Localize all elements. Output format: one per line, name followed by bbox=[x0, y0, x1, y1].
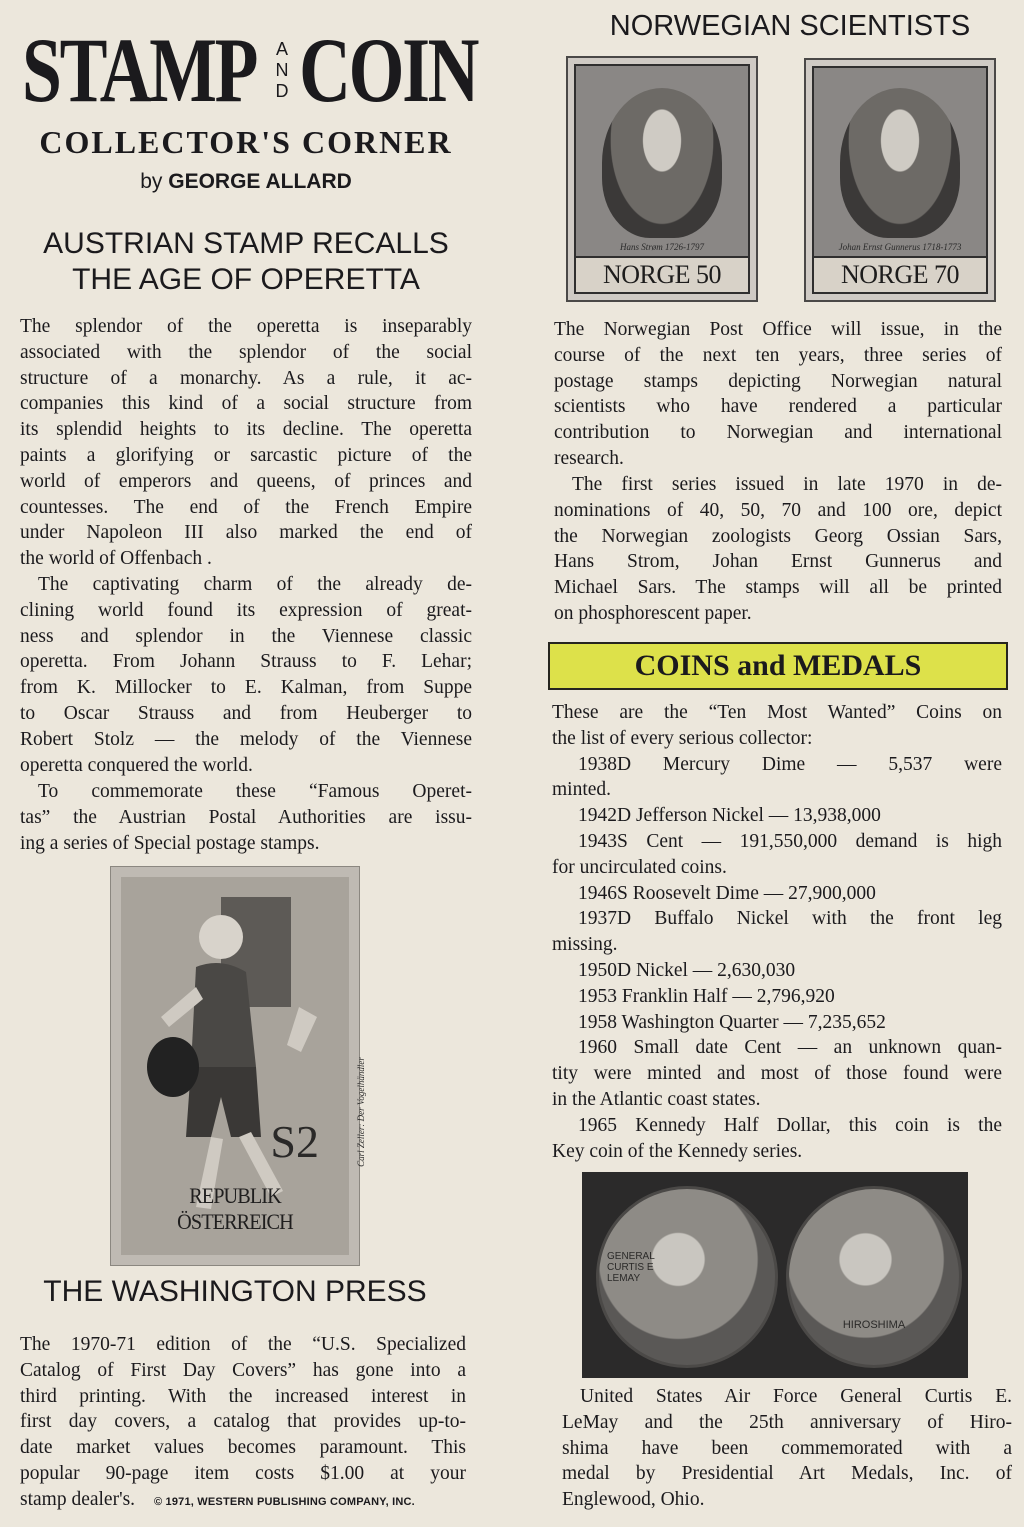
austrian-paragraph-3 bbox=[20, 779, 472, 856]
austrian-paragraph-2 bbox=[20, 572, 472, 778]
masthead-word-stamp: STAMP bbox=[22, 19, 257, 121]
coin-list-line: 1958 Washington Quarter — 7,235,652 bbox=[578, 1011, 886, 1033]
text-line: third printing. With the increased interest in bbox=[20, 1385, 466, 1407]
text-line: from K. Millocker to E. Kalman, from Suppe bbox=[20, 677, 472, 699]
austrian-stamp-image bbox=[110, 866, 366, 1266]
text-line: the world of Offenbach . bbox=[20, 548, 212, 570]
stamp-engraved-caption: Carl Zeller: Der Vogelhändler bbox=[355, 1057, 366, 1167]
coin-list-line: 1960 Small date Cent — an unknown quan- bbox=[578, 1037, 1002, 1059]
text-line: date market values becomes paramount. This bbox=[20, 1437, 466, 1459]
stamp-country-name: REPUBLIK ÖSTERREICH bbox=[177, 1183, 293, 1234]
medal-inscription: HIROSHIMA bbox=[842, 1319, 906, 1331]
text-line: These are the “Ten Most Wanted” Coins on bbox=[552, 702, 1002, 723]
text-line: LeMay and the 25th anniversary of Hiro- bbox=[562, 1411, 1012, 1433]
text-line: The Norwegian Post Office will issue, in the bbox=[554, 319, 1002, 340]
text-line: the list of every serious collector: bbox=[552, 727, 813, 749]
text-line: its splendid heights to its decline. The operetta bbox=[20, 419, 472, 441]
stamp-engraved-caption: Hans Strøm 1726-1797 bbox=[619, 242, 705, 252]
austrian-paragraph-1 bbox=[20, 314, 472, 572]
austrian-stamp-engraving bbox=[121, 877, 366, 1255]
norway-stamp-70 bbox=[804, 58, 996, 302]
coin-list-line: 1937D Buffalo Nickel with the front leg bbox=[578, 908, 1002, 930]
text-line: The captivating charm of the already de- bbox=[38, 574, 472, 595]
medal-caption bbox=[562, 1384, 1012, 1513]
text-line: structure of a monarchy. As a rule, it ac- bbox=[20, 367, 472, 389]
text-line: course of the next ten years, three series of bbox=[554, 344, 1002, 366]
masthead-subtitle: COLLECTOR'S CORNER bbox=[39, 124, 453, 160]
text-line: Robert Stolz — the melody of the Viennese bbox=[20, 728, 472, 750]
coin-list-line: Key coin of the Kennedy series. bbox=[552, 1140, 803, 1162]
austrian-headline-line: AUSTRIAN STAMP RECALLS bbox=[43, 227, 449, 260]
text-line: contribution to Norwegian and international bbox=[554, 422, 1002, 444]
coin-list-line: 1965 Kennedy Half Dollar, this coin is the bbox=[578, 1114, 1002, 1136]
text-line: ing a series of Special postage stamps. bbox=[20, 832, 320, 854]
text-line: The splendor of the operetta is inseparably bbox=[20, 316, 472, 337]
text-line: operetta conquered the world. bbox=[20, 754, 253, 776]
coin-list-line: tity were minted and most of those found were bbox=[552, 1063, 1002, 1085]
coin-list-line: 1942D Jefferson Nickel — 13,938,000 bbox=[578, 805, 881, 827]
coin-list-line: missing. bbox=[552, 934, 618, 956]
masthead-and bbox=[275, 39, 288, 102]
stamp-denomination: S2 bbox=[270, 1116, 319, 1167]
text-line: Hans Strom, Johan Ernst Gunnerus and bbox=[554, 551, 1002, 573]
stamp-portrait bbox=[602, 88, 722, 238]
medal-obverse bbox=[596, 1186, 778, 1368]
stamp-portrait bbox=[840, 88, 960, 238]
copyright-notice: © 1971, WESTERN PUBLISHING COMPANY, INC. bbox=[153, 1495, 415, 1508]
washington-press-headline: THE WASHINGTON PRESS bbox=[43, 1275, 427, 1308]
coin-list-line: 1953 Franklin Half — 2,796,920 bbox=[578, 985, 835, 1007]
text-line: operetta. From Johann Strauss to F. Lehar; bbox=[20, 651, 472, 673]
text-line: medal by Presidential Art Medals, Inc. of bbox=[562, 1463, 1012, 1485]
masthead-title bbox=[20, 14, 478, 126]
text-line: shima have been commemorated with a bbox=[562, 1437, 1012, 1459]
coins-and-medals-header: COINS and MEDALS bbox=[548, 642, 1008, 690]
text-line: The 1970-71 edition of the “U.S. Specialized bbox=[20, 1334, 466, 1355]
text-line: the Norwegian zoologists Georg Ossian Sars, bbox=[554, 525, 1002, 547]
text-line: world of emperors and queens, of princes and bbox=[20, 470, 472, 492]
text-line: first day covers, a catalog that provides up-to- bbox=[20, 1411, 466, 1433]
text-line: companies this kind of a social structure from bbox=[20, 393, 472, 415]
text-line: countesses. The end of the French Empire bbox=[20, 496, 472, 518]
washington-paragraph bbox=[20, 1332, 466, 1516]
stamp-label: NORGE 70 bbox=[814, 256, 986, 292]
text-line: Englewood, Ohio. bbox=[562, 1489, 705, 1511]
coin-list-line: 1938D Mercury Dime — 5,537 were bbox=[578, 753, 1002, 775]
washington-last-line: stamp dealer's. bbox=[20, 1488, 136, 1510]
norwegian-paragraph-2 bbox=[554, 472, 1002, 627]
text-line: clining world found its expression of great- bbox=[20, 599, 472, 621]
text-line: under Napoleon III also marked the end of bbox=[20, 522, 472, 544]
byline bbox=[20, 170, 472, 194]
coin-list-line: 1943S Cent — 191,550,000 demand is high bbox=[578, 830, 1002, 852]
text-line: ness and splendor in the Viennese classic bbox=[20, 625, 472, 647]
austrian-headline bbox=[20, 226, 472, 298]
coin-list-line: for uncirculated coins. bbox=[552, 856, 727, 878]
coin-list-line: in the Atlantic coast states. bbox=[552, 1088, 761, 1110]
text-line: The first series issued in late 1970 in de- bbox=[572, 474, 1002, 495]
text-line: Michael Sars. The stamps will all be printed bbox=[554, 577, 1002, 599]
text-line: postage stamps depicting Norwegian natural bbox=[554, 370, 1002, 392]
text-line: tas” the Austrian Postal Authorities are issu- bbox=[20, 806, 472, 828]
byline-prefix: by bbox=[140, 170, 163, 193]
coin-list-line: minted. bbox=[552, 779, 612, 801]
text-line: associated with the splendor of the social bbox=[20, 341, 472, 363]
coin-list-line: 1950D Nickel — 2,630,030 bbox=[578, 959, 796, 981]
byline-author: GEORGE ALLARD bbox=[168, 170, 352, 193]
text-line: scientists who have rendered a particular bbox=[554, 396, 1002, 418]
text-line: to Oscar Strauss and from Heuberger to bbox=[20, 702, 472, 724]
coin-list-lines bbox=[552, 752, 1002, 1165]
masthead-word-coin: COIN bbox=[299, 19, 478, 121]
austrian-headline-line: THE AGE OF OPERETTA bbox=[72, 263, 420, 296]
stamp-engraved-caption: Johan Ernst Gunnerus 1718-1773 bbox=[838, 242, 962, 252]
medal-inscription: GENERAL CURTIS E LEMAY bbox=[607, 1251, 655, 1284]
text-line: To commemorate these “Famous Operet- bbox=[38, 781, 472, 802]
text-line: research. bbox=[554, 447, 624, 469]
norwegian-paragraph-1 bbox=[554, 317, 1002, 472]
text-line bbox=[20, 1487, 466, 1516]
masthead-and-letter: N bbox=[275, 59, 289, 80]
text-line: nominations of 40, 50, 70 and 100 ore, depict bbox=[554, 499, 1002, 521]
norway-stamp-50 bbox=[566, 56, 758, 302]
text-line: on phosphorescent paper. bbox=[554, 602, 752, 624]
medal-reverse bbox=[786, 1186, 962, 1368]
text-line: Catalog of First Day Covers” has gone into a bbox=[20, 1359, 466, 1381]
norwegian-headline: NORWEGIAN SCIENTISTS bbox=[609, 10, 971, 42]
text-line: United States Air Force General Curtis E. bbox=[580, 1386, 1012, 1407]
medal-photo bbox=[582, 1172, 968, 1378]
stamp-label: NORGE 50 bbox=[576, 256, 748, 292]
coin-list-line: 1946S Roosevelt Dime — 27,900,000 bbox=[578, 882, 876, 904]
text-line: popular 90-page item costs $1.00 at your bbox=[20, 1462, 466, 1484]
coins-list bbox=[552, 700, 1002, 1164]
masthead-and-letter: A bbox=[275, 38, 288, 59]
text-line: paints a glorifying or sarcastic picture of the bbox=[20, 444, 472, 466]
masthead-and-letter: D bbox=[275, 80, 289, 101]
